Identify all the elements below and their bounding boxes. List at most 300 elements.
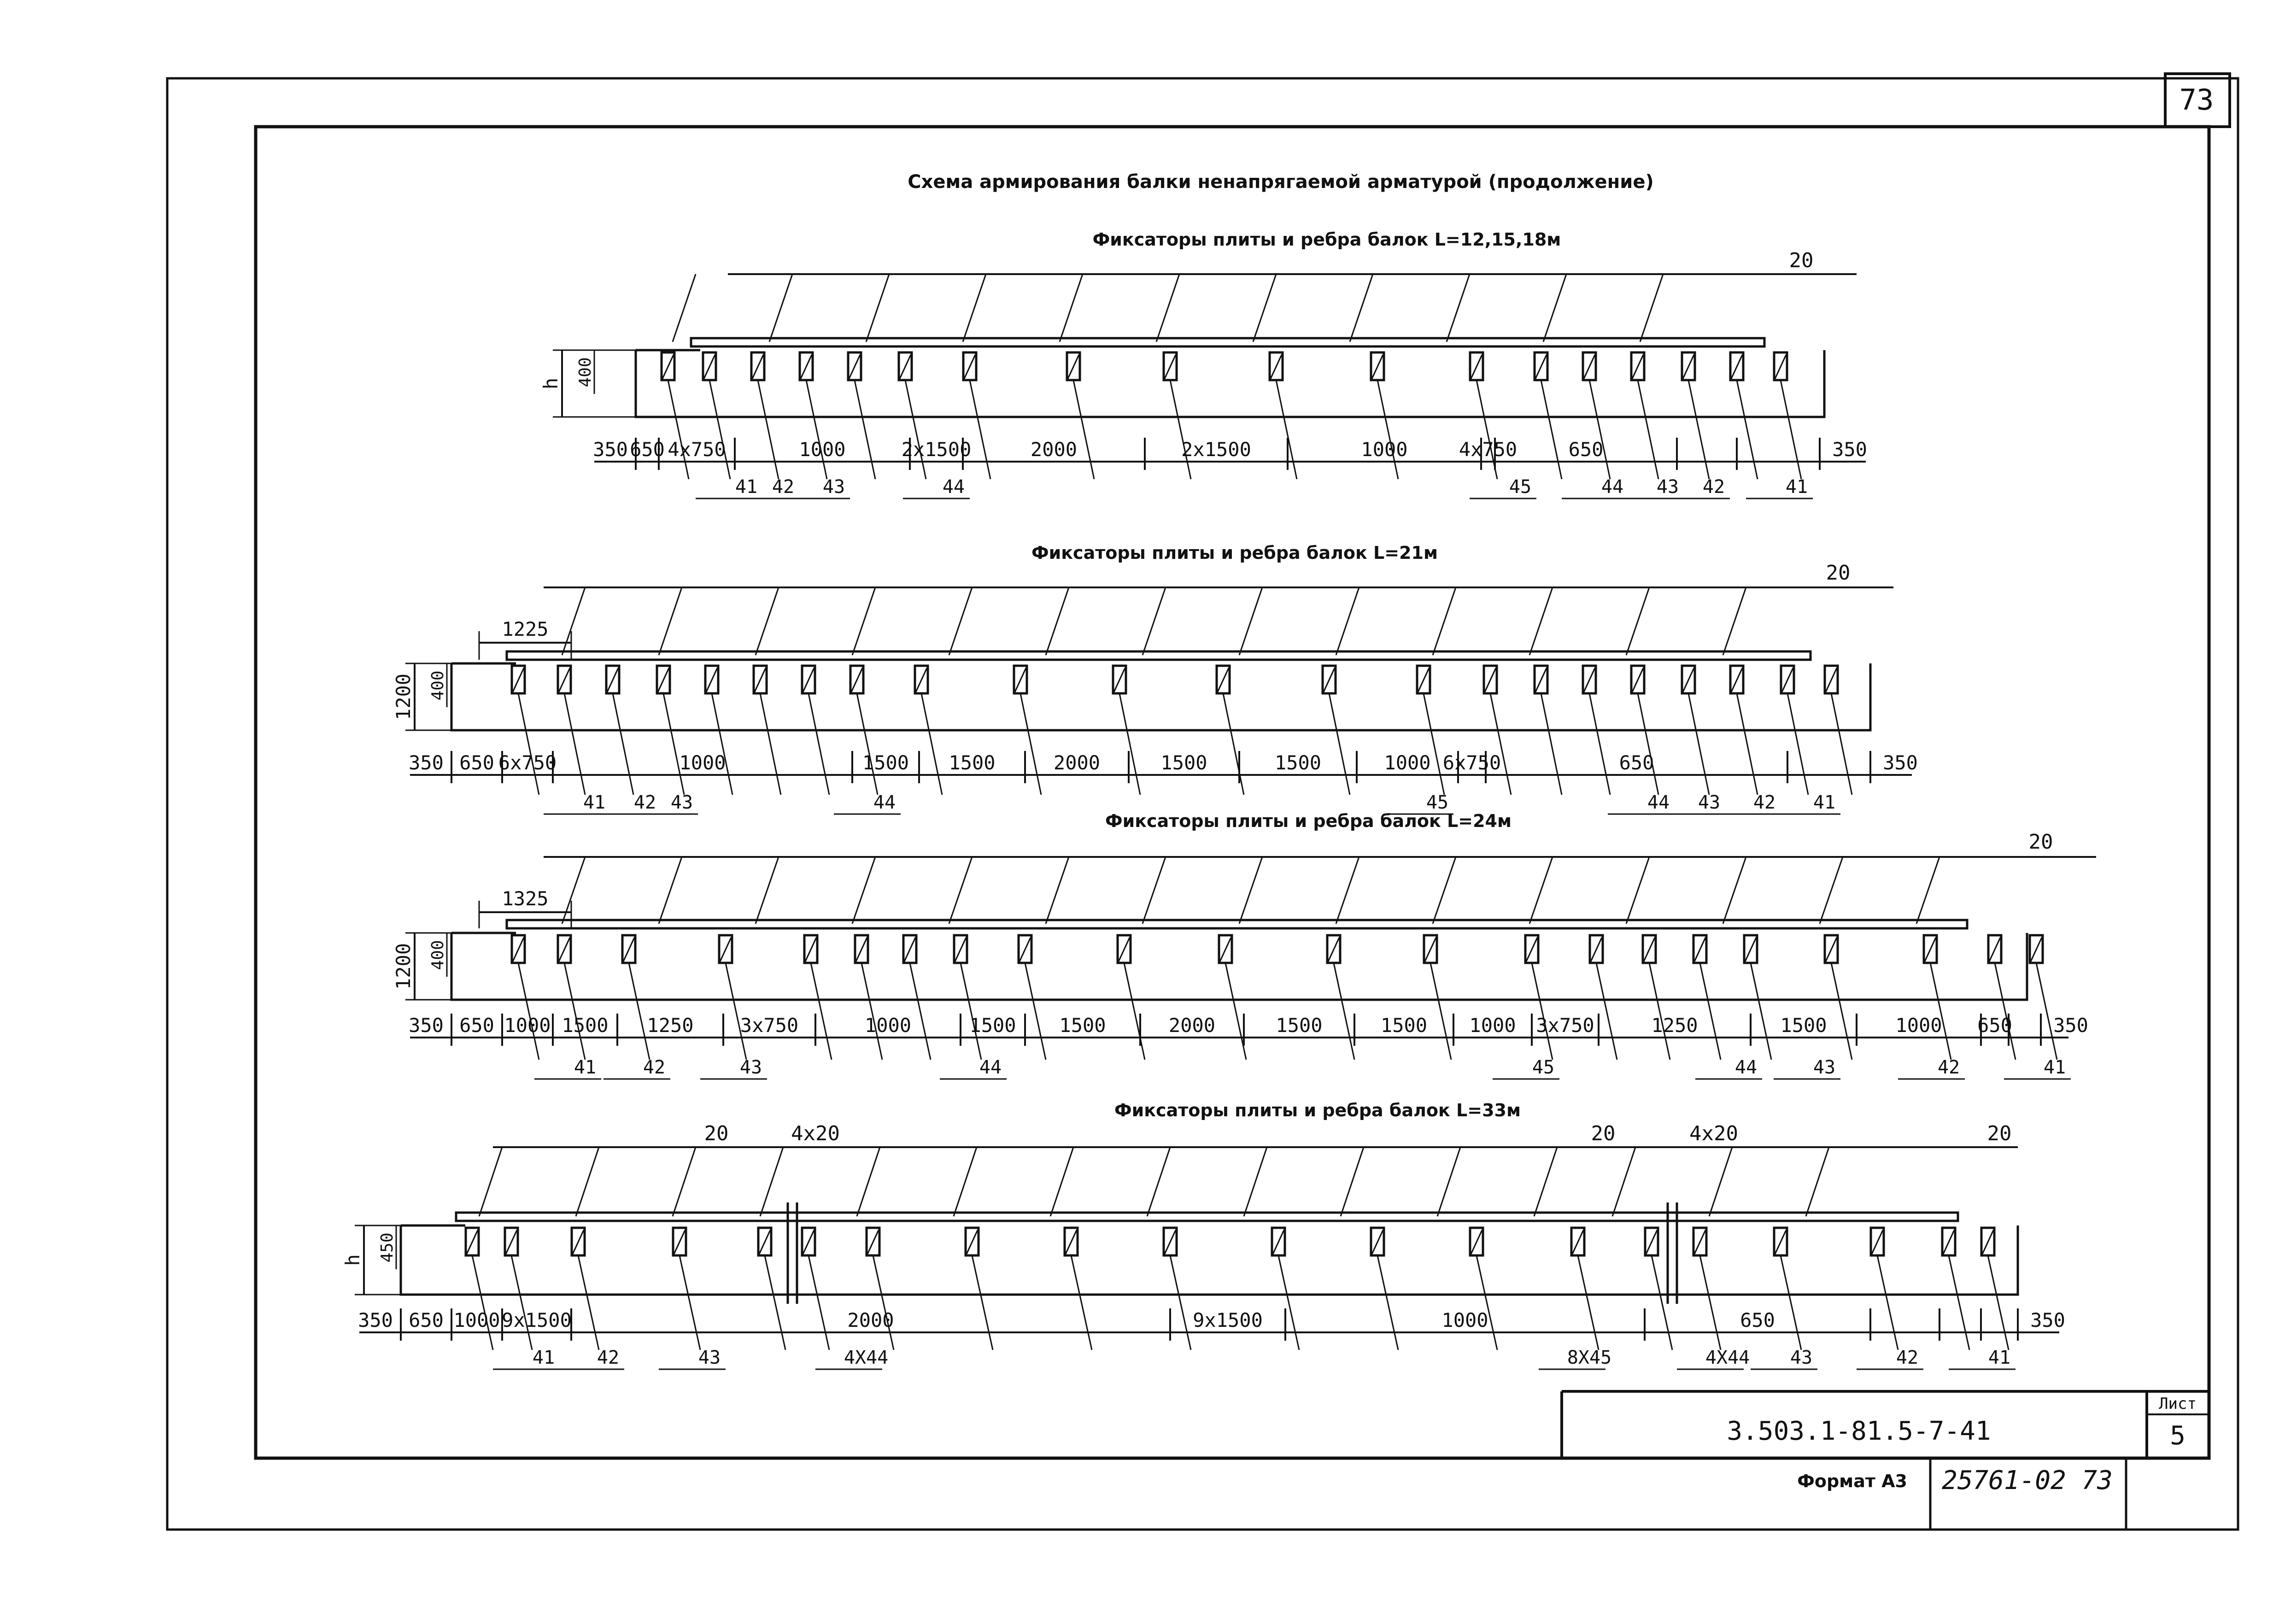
section-4-hook-2 (673, 1147, 696, 1216)
section-4-fixator-leader-12 (1477, 1255, 1497, 1350)
section-1-fixator-diag-0 (662, 355, 674, 379)
section-2-fixator-leader-1 (564, 693, 585, 795)
section-3-dim-label-4: 1250 (647, 1014, 694, 1037)
section-3-position-0: 41 (574, 1057, 597, 1078)
section-3-dim-label-6: 1000 (864, 1014, 912, 1037)
section-3-dim-label-3: 1500 (562, 1014, 609, 1037)
section-1-fixator-diag-10 (1372, 355, 1383, 379)
section-4-dim-label-6: 1000 (1441, 1309, 1488, 1331)
section-2-position-1: 42 (633, 792, 656, 813)
section-4-dim-label-2: 1000 (453, 1309, 500, 1331)
section-3-fixator-leader-2 (629, 963, 650, 1060)
section-1-fixator-leader-1 (709, 380, 730, 479)
section-3-fixator-leader-4 (811, 963, 832, 1060)
section-3-hook-13 (1820, 857, 1843, 924)
section-2-fixator-diag-3 (658, 668, 669, 692)
section-3-hook-1 (659, 857, 682, 924)
section-3-fixator-diag-14 (1591, 938, 1602, 962)
section-3-hook-12 (1723, 857, 1746, 924)
section-4-left-dim-value: 450 (378, 1232, 397, 1263)
section-2-left-dim-value: 400 (428, 670, 447, 701)
section-2-position-4: 45 (1426, 792, 1449, 813)
section-2-fixator-leader-21 (1831, 693, 1852, 795)
section-4-hook-14 (1806, 1147, 1829, 1216)
section-4-position-0: 41 (532, 1347, 555, 1368)
section-2-fixator-diag-9 (1015, 668, 1026, 692)
section-4-fixator-diag-6 (867, 1230, 879, 1254)
section-1-fixator-leader-10 (1377, 380, 1398, 479)
section-1-position-6: 43 (1656, 476, 1679, 498)
section-4-dim-label-3: 9x1500 (502, 1309, 572, 1331)
section-2-fixator-leader-8 (921, 693, 942, 795)
section-2-top-dim: 1225 (502, 618, 549, 640)
section-4-fixator-leader-8 (1071, 1255, 1092, 1350)
section-3-hook-0 (562, 857, 585, 924)
section-2-fixator-diag-4 (706, 668, 717, 692)
section-1-dim-label-5: 2000 (1030, 438, 1078, 461)
section-3-fixator-diag-6 (904, 938, 915, 962)
section-3-slab (507, 920, 1967, 928)
section-3-fixator-leader-13 (1532, 963, 1553, 1060)
section-3-fixator-diag-16 (1694, 938, 1705, 962)
section-3-dim-label-8: 1500 (1059, 1014, 1106, 1037)
section-4-fixator-diag-15 (1694, 1230, 1705, 1254)
section-4-fixator-leader-11 (1377, 1255, 1398, 1350)
section-4-fixator-diag-2 (573, 1230, 584, 1254)
section-3-fixator-diag-5 (856, 938, 867, 962)
section-4-fixator-diag-19 (1982, 1230, 1993, 1254)
section-1-fixator-diag-16 (1731, 355, 1742, 379)
section-2-fixator-leader-4 (712, 693, 732, 795)
section-1-hook-6 (1253, 274, 1276, 342)
section-3-hook-3 (852, 857, 875, 924)
section-3-fixator-diag-21 (2031, 938, 2042, 962)
section-3-hook-4 (949, 857, 972, 924)
section-3-hook-11 (1626, 857, 1649, 924)
section-1-dim-label-0: 350 (593, 438, 628, 461)
section-2-fixator-diag-13 (1418, 668, 1429, 692)
section-3-position-4: 45 (1532, 1057, 1555, 1078)
section-3-position-7: 42 (1937, 1057, 1960, 1078)
section-1-dim-label-4: 2x1500 (901, 438, 972, 461)
section-2-rebar-label: 20 (1826, 561, 1851, 585)
section-1-fixator-leader-14 (1638, 380, 1658, 479)
section-1-fixator-leader-13 (1589, 380, 1610, 479)
section-1-fixator-leader-7 (1073, 380, 1094, 479)
section-3-hook-2 (756, 857, 779, 924)
section-3-hook-9 (1433, 857, 1456, 924)
section-2-dim-label-10: 6x750 (1442, 751, 1501, 774)
format-label: Формат А3 (1797, 1471, 1907, 1491)
section-4-fixator-diag-18 (1943, 1230, 1954, 1254)
section-1-position-5: 44 (1601, 476, 1624, 498)
section-4-position-5: 4X44 (1705, 1347, 1750, 1368)
section-3-fixator-leader-11 (1334, 963, 1354, 1060)
page-number: 73 (2179, 83, 2214, 117)
section-2-position-5: 44 (1647, 792, 1670, 813)
section-2-fixator-diag-1 (559, 668, 570, 692)
section-2-diagram (392, 561, 1918, 814)
section-3-dim-label-18: 350 (2053, 1014, 2088, 1037)
section-2-dim-label-6: 2000 (1053, 751, 1101, 774)
section-2-hook-12 (1723, 587, 1746, 655)
section-2-fixator-leader-7 (857, 693, 878, 795)
section-2-dim-label-2: 6x750 (498, 751, 557, 774)
section-1-dim-label-8: 4x750 (1459, 438, 1518, 461)
section-4-fixator-diag-13 (1572, 1230, 1583, 1254)
section-3-dim-label-7: 1500 (969, 1014, 1016, 1037)
section-1-fixator-leader-12 (1541, 380, 1562, 479)
section-2-hook-7 (1239, 587, 1262, 655)
inner-frame (256, 127, 2209, 1458)
section-1-dim-label-3: 1000 (799, 438, 846, 461)
section-1-left-dim-value: 400 (576, 357, 595, 387)
section-4-fixator-leader-17 (1877, 1255, 1898, 1350)
section-2-fixator-diag-17 (1632, 668, 1643, 692)
section-2-dim-label-11: 650 (1619, 751, 1654, 774)
section-2-hook-2 (756, 587, 779, 655)
section-1-hook-0 (673, 274, 696, 342)
section-1-dim-label-7: 1000 (1361, 438, 1408, 461)
section-3-fixator-diag-2 (623, 938, 634, 962)
section-3-fixator-diag-11 (1328, 938, 1339, 962)
section-4-slab (456, 1213, 1958, 1221)
section-1-fixator-diag-12 (1535, 355, 1547, 379)
section-2-fixator-diag-6 (803, 668, 814, 692)
section-3-dim-label-15: 1500 (1780, 1014, 1827, 1037)
section-4-rebar-label-4: 20 (1987, 1122, 2012, 1145)
section-3-fixator-leader-15 (1649, 963, 1670, 1060)
section-4-fixator-diag-14 (1646, 1230, 1657, 1254)
section-3-dim-label-0: 350 (409, 1014, 444, 1037)
section-1-hook-4 (1060, 274, 1083, 342)
section-1-position-0: 41 (735, 476, 758, 498)
section-1-position-3: 44 (942, 476, 965, 498)
drawing-code: 3.503.1-81.5-7-41 (1727, 1416, 1991, 1446)
section-2-fixator-leader-19 (1737, 693, 1758, 795)
section-2-dim-label-3: 1000 (679, 751, 726, 774)
section-1-fixator-leader-4 (855, 380, 875, 479)
section-1-hook-10 (1640, 274, 1663, 342)
section-2-fixator-leader-11 (1223, 693, 1244, 795)
section-4-fixator-diag-11 (1372, 1230, 1383, 1254)
section-4-fixator-leader-4 (765, 1255, 785, 1350)
section-2-position-0: 41 (583, 792, 606, 813)
section-3-fixator-diag-15 (1644, 938, 1655, 962)
section-1-dim-label-1: 650 (630, 438, 665, 461)
section-3-fixator-leader-18 (1831, 963, 1852, 1060)
section-3-dim-label-11: 1500 (1380, 1014, 1428, 1037)
section-3-fixator-diag-9 (1119, 938, 1130, 962)
section-2-hook-5 (1046, 587, 1069, 655)
section-2-fixator-leader-16 (1589, 693, 1610, 795)
section-3-fixator-diag-7 (955, 938, 966, 962)
section-1-fixator-diag-2 (752, 355, 763, 379)
section-4-fixator-leader-16 (1781, 1255, 1801, 1350)
section-2-position-7: 42 (1753, 792, 1776, 813)
section-1-fixator-diag-17 (1775, 355, 1786, 379)
section-3-fixator-leader-8 (1025, 963, 1046, 1060)
section-1-hook-1 (769, 274, 792, 342)
section-2-dim-label-0: 350 (409, 751, 444, 774)
section-4-title: Фиксаторы плиты и ребра балок L=33м (1114, 1100, 1521, 1120)
section-2-fixator-diag-2 (607, 668, 618, 692)
section-4-fixator-diag-0 (467, 1230, 478, 1254)
section-3-top-dim: 1325 (502, 887, 549, 910)
section-1-fixator-leader-8 (1170, 380, 1191, 479)
section-4-fixator-leader-3 (680, 1255, 700, 1350)
section-1-dim-label-2: 4x750 (668, 438, 726, 461)
section-2-slab (507, 651, 1811, 660)
section-3-fixator-leader-16 (1700, 963, 1721, 1060)
section-4-dim-label-7: 650 (1740, 1309, 1775, 1331)
section-1-position-4: 45 (1509, 476, 1532, 498)
section-3-fixator-diag-10 (1220, 938, 1231, 962)
section-3-fixator-leader-20 (1995, 963, 2016, 1060)
section-3-fixator-leader-19 (1930, 963, 1951, 1060)
section-4-fixator-leader-2 (578, 1255, 599, 1350)
section-4-fixator-leader-10 (1278, 1255, 1299, 1350)
section-3-left-dim-value: 400 (428, 940, 447, 970)
section-1-fixator-leader-3 (806, 380, 827, 479)
section-4-fixator-diag-10 (1273, 1230, 1284, 1254)
section-4-fixator-diag-17 (1872, 1230, 1883, 1254)
section-2-fixator-leader-15 (1541, 693, 1562, 795)
section-3-diagram (392, 830, 2096, 1079)
section-4-dim-label-8: 350 (2030, 1309, 2065, 1331)
section-3-fixator-diag-8 (1020, 938, 1031, 962)
section-4-rebar-label-2: 20 (1591, 1122, 1616, 1145)
section-4-hook-6 (1050, 1147, 1073, 1216)
section-3-fixator-diag-19 (1925, 938, 1936, 962)
section-4-rebar-label-3: 4x20 (1689, 1122, 1738, 1145)
section-2-fixator-leader-17 (1638, 693, 1658, 795)
section-3-hook-8 (1336, 857, 1359, 924)
sheet-label: Лист (2159, 1395, 2197, 1413)
section-1-hook-8 (1447, 274, 1470, 342)
section-2-fixator-leader-5 (760, 693, 781, 795)
section-3-left-dim-label: 1200 (392, 943, 415, 990)
section-3-hook-6 (1143, 857, 1166, 924)
section-4-dim-label-1: 650 (409, 1309, 444, 1331)
section-4-hook-13 (1709, 1147, 1732, 1216)
section-2-dim-label-1: 650 (459, 751, 494, 774)
section-4-hook-0 (479, 1147, 502, 1216)
section-4-fixator-leader-13 (1578, 1255, 1599, 1350)
section-3-position-6: 43 (1813, 1057, 1836, 1078)
section-1-fixator-diag-4 (849, 355, 860, 379)
section-2-hook-0 (562, 587, 585, 655)
section-1-fixator-leader-16 (1737, 380, 1758, 479)
section-2-dim-label-4: 1500 (862, 751, 909, 774)
section-3-position-3: 44 (979, 1057, 1002, 1078)
section-3-dim-label-10: 1500 (1276, 1014, 1323, 1037)
main-title: Схема армирования балки ненапрягаемой арматурой (продолжение) (908, 171, 1654, 193)
section-3-dim-label-14: 1250 (1651, 1014, 1698, 1037)
section-2-dim-label-7: 1500 (1160, 751, 1207, 774)
section-1-fixator-diag-3 (801, 355, 812, 379)
section-2-position-3: 44 (873, 792, 896, 813)
section-3-fixator-diag-0 (513, 938, 524, 962)
section-1-fixator-diag-13 (1584, 355, 1595, 379)
section-1-rebar-label: 20 (1789, 249, 1814, 272)
section-2-fixator-diag-21 (1826, 668, 1837, 692)
section-4-hook-3 (760, 1147, 783, 1216)
section-1-hook-5 (1156, 274, 1179, 342)
section-2-hook-8 (1336, 587, 1359, 655)
section-2-fixator-leader-3 (663, 693, 684, 795)
section-2-dim-label-9: 1000 (1384, 751, 1431, 774)
section-4-rebar-label-0: 20 (704, 1122, 729, 1145)
section-1-fixator-diag-14 (1632, 355, 1643, 379)
section-1-position-1: 42 (772, 476, 795, 498)
section-4-position-6: 43 (1790, 1347, 1813, 1368)
section-2-fixator-diag-11 (1218, 668, 1229, 692)
section-4-fixator-diag-8 (1066, 1230, 1077, 1254)
section-2-dim-label-5: 1500 (949, 751, 996, 774)
section-3-dim-label-13: 3x750 (1536, 1014, 1594, 1037)
section-2-fixator-diag-10 (1114, 668, 1125, 692)
section-4-fixator-leader-0 (472, 1255, 493, 1350)
section-4-fixator-leader-5 (809, 1255, 829, 1350)
section-4-fixator-leader-18 (1949, 1255, 1969, 1350)
section-1-slab (691, 338, 1764, 346)
section-1-fixator-diag-7 (1068, 355, 1079, 379)
section-1-fixator-diag-6 (964, 355, 975, 379)
section-4-position-7: 42 (1896, 1347, 1919, 1368)
section-4-hook-8 (1244, 1147, 1267, 1216)
section-1-left-dim-label: h (539, 377, 562, 390)
section-1-dim-label-6: 2x1500 (1181, 438, 1251, 461)
section-4-fixator-diag-1 (506, 1230, 517, 1254)
section-3-dim-label-5: 3x750 (740, 1014, 799, 1037)
section-1-fixator-leader-2 (758, 380, 779, 479)
section-2-dim-label-8: 1500 (1274, 751, 1322, 774)
section-4-fixator-leader-14 (1652, 1255, 1672, 1350)
section-2-fixator-leader-0 (518, 693, 539, 795)
section-1-fixator-diag-11 (1471, 355, 1482, 379)
section-4-fixator-diag-9 (1165, 1230, 1176, 1254)
section-2-position-8: 41 (1813, 792, 1836, 813)
section-1-fixator-diag-8 (1165, 355, 1176, 379)
section-1-position-2: 43 (822, 476, 845, 498)
section-2-fixator-diag-8 (916, 668, 927, 692)
section-2-fixator-leader-9 (1020, 693, 1041, 795)
section-2-left-dim-label: 1200 (392, 673, 415, 721)
section-4-dim-label-4: 2000 (847, 1309, 894, 1331)
section-3-dim-label-2: 1000 (504, 1014, 551, 1037)
section-3-title: Фиксаторы плиты и ребра балок L=24м (1105, 811, 1512, 831)
section-2-dim-label-12: 350 (1883, 751, 1918, 774)
section-2-hook-1 (659, 587, 682, 655)
section-3-fixator-leader-7 (961, 963, 981, 1060)
section-2-fixator-diag-16 (1584, 668, 1595, 692)
section-3-position-2: 43 (739, 1057, 762, 1078)
section-4-hook-1 (576, 1147, 599, 1216)
section-4-fixator-leader-6 (873, 1255, 894, 1350)
section-4-hook-12 (1612, 1147, 1635, 1216)
section-2-fixator-diag-14 (1485, 668, 1496, 692)
section-1-position-8: 41 (1785, 476, 1808, 498)
section-3-fixator-diag-18 (1826, 938, 1837, 962)
section-3-fixator-leader-6 (910, 963, 931, 1060)
section-4-position-2: 43 (698, 1347, 721, 1368)
section-2-title: Фиксаторы плиты и ребра балок L=21м (1031, 543, 1438, 563)
section-2-hook-11 (1626, 587, 1649, 655)
section-3-hook-5 (1046, 857, 1069, 924)
section-2-position-2: 43 (670, 792, 693, 813)
section-4-rebar-label-1: 4x20 (791, 1122, 840, 1145)
section-3-hook-14 (1916, 857, 1939, 924)
section-1-fixator-diag-1 (704, 355, 715, 379)
section-4-fixator-diag-4 (759, 1230, 770, 1254)
section-3-fixator-leader-5 (861, 963, 882, 1060)
section-4-fixator-leader-19 (1988, 1255, 2009, 1350)
section-2-fixator-leader-18 (1688, 693, 1709, 795)
section-2-hook-9 (1433, 587, 1456, 655)
section-2-fixator-diag-0 (513, 668, 524, 692)
section-1-hook-2 (866, 274, 889, 342)
section-2-fixator-diag-15 (1535, 668, 1547, 692)
section-1-fixator-leader-9 (1276, 380, 1297, 479)
section-3-fixator-leader-0 (518, 963, 539, 1060)
section-2-fixator-diag-7 (851, 668, 862, 692)
section-2-fixator-leader-10 (1119, 693, 1140, 795)
section-4-diagram (341, 1122, 2065, 1369)
section-3-dim-label-9: 2000 (1168, 1014, 1216, 1037)
section-4-fixator-diag-16 (1775, 1230, 1786, 1254)
section-2-fixator-diag-5 (755, 668, 766, 692)
section-1-fixator-leader-6 (970, 380, 990, 479)
section-4-hook-9 (1341, 1147, 1364, 1216)
section-4-hook-10 (1437, 1147, 1460, 1216)
section-3-hook-7 (1239, 857, 1262, 924)
section-3-position-8: 41 (2043, 1057, 2066, 1078)
section-3-fixator-diag-4 (805, 938, 816, 962)
section-3-rebar-label: 20 (2028, 830, 2053, 854)
section-4-fixator-diag-3 (674, 1230, 685, 1254)
section-1-fixator-leader-15 (1688, 380, 1709, 479)
section-4-fixator-leader-1 (511, 1255, 532, 1350)
section-4-hook-5 (954, 1147, 977, 1216)
section-1-fixator-leader-17 (1781, 380, 1801, 479)
section-4-position-3: 4X44 (844, 1347, 889, 1368)
section-4-position-1: 42 (597, 1347, 620, 1368)
section-3-hook-10 (1529, 857, 1553, 924)
section-1-hook-3 (963, 274, 986, 342)
section-1-position-7: 42 (1702, 476, 1725, 498)
section-2-fixator-diag-19 (1731, 668, 1742, 692)
section-3-fixator-leader-9 (1124, 963, 1145, 1060)
section-4-left-dim-label: h (341, 1254, 364, 1266)
section-4-position-4: 8X45 (1567, 1347, 1612, 1368)
section-4-hook-11 (1534, 1147, 1557, 1216)
section-2-fixator-leader-14 (1490, 693, 1511, 795)
section-3-fixator-diag-12 (1425, 938, 1436, 962)
section-3-dim-label-1: 650 (459, 1014, 494, 1037)
section-2-fixator-leader-12 (1329, 693, 1350, 795)
section-2-position-6: 43 (1698, 792, 1721, 813)
section-1-fixator-diag-15 (1683, 355, 1694, 379)
section-4-hook-7 (1147, 1147, 1170, 1216)
section-2-fixator-leader-6 (809, 693, 829, 795)
section-3-position-5: 44 (1734, 1057, 1758, 1078)
section-3-dim-label-12: 1000 (1469, 1014, 1516, 1037)
section-4-hook-4 (857, 1147, 880, 1216)
section-1-beam-outline (636, 350, 1824, 417)
section-1-fixator-diag-9 (1271, 355, 1282, 379)
section-2-fixator-leader-13 (1424, 693, 1444, 795)
